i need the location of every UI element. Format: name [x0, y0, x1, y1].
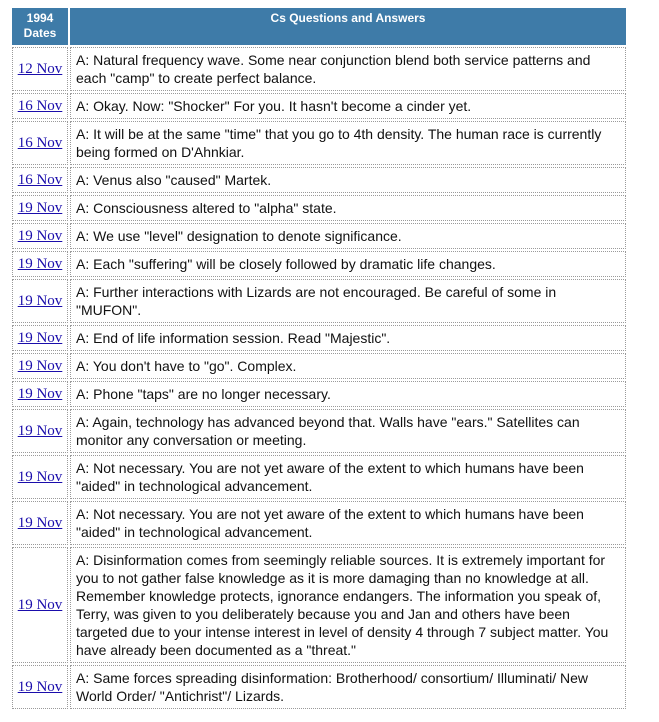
- answer-cell: A: Natural frequency wave. Some near conjunction blend both service patterns and each "camp" to create perfect balance.: [70, 47, 626, 91]
- date-link[interactable]: 19 Nov: [17, 292, 63, 309]
- date-link[interactable]: 19 Nov: [17, 468, 63, 485]
- qa-column-header: Cs Questions and Answers: [70, 8, 626, 45]
- answer-cell: A: Venus also "caused" Martek.: [70, 167, 626, 193]
- date-link[interactable]: 19 Nov: [17, 255, 63, 272]
- date-link[interactable]: 19 Nov: [17, 357, 63, 374]
- date-link[interactable]: 16 Nov: [17, 171, 63, 188]
- table-row: [12, 325, 626, 351]
- table-row: [12, 167, 626, 193]
- dates-header-label: Dates: [23, 26, 57, 40]
- qa-table-container: [10, 6, 628, 711]
- answer-cell: A: It will be at the same "time" that you go to 4th density. The human race is currently being formed on D'Ahnkiar.: [70, 121, 626, 165]
- date-link[interactable]: 19 Nov: [17, 596, 63, 613]
- date-cell: [12, 167, 68, 193]
- answer-cell: A: Phone "taps" are no longer necessary.: [70, 381, 626, 407]
- date-cell: [12, 93, 68, 119]
- table-row: [12, 223, 626, 249]
- answer-cell: A: Disinformation comes from seemingly reliable sources. It is extremely important for you to not gather false knowledge as it is more damaging than no knowledge at all. Remember knowledge protects, ignorance endangers. The information you speak of, Terry, was given to you deliberately because you and Jan and others have been targeted due to your intense interest in level of density 4 through 7 subject matter. You have already been documented as a "threat.": [70, 547, 626, 663]
- date-cell: [12, 121, 68, 165]
- date-link[interactable]: 16 Nov: [17, 97, 63, 114]
- answer-cell: A: We use "level" designation to denote significance.: [70, 223, 626, 249]
- date-cell: [12, 455, 68, 499]
- answer-cell: A: Not necessary. You are not yet aware of the extent to which humans have been "aided" in technological advancement.: [70, 455, 626, 499]
- table-row: [12, 121, 626, 165]
- date-cell: [12, 47, 68, 91]
- table-row: [12, 251, 626, 277]
- table-row: [12, 665, 626, 709]
- table-row: [12, 195, 626, 221]
- date-link[interactable]: 16 Nov: [17, 134, 63, 151]
- table-row: [12, 381, 626, 407]
- date-link[interactable]: 19 Nov: [17, 227, 63, 244]
- answer-cell: A: Okay. Now: "Shocker" For you. It hasn't become a cinder yet.: [70, 93, 626, 119]
- answer-cell: A: Same forces spreading disinformation: Brotherhood/ consortium/ Illuminati/ New World Order/ "Antichrist"/ Lizards.: [70, 665, 626, 709]
- date-link[interactable]: 19 Nov: [17, 199, 63, 216]
- answer-cell: A: Not necessary. You are not yet aware of the extent to which humans have been "aided" in technological advancement.: [70, 501, 626, 545]
- answer-cell: A: Again, technology has advanced beyond that. Walls have "ears." Satellites can monitor any conversation or meeting.: [70, 409, 626, 453]
- date-cell: [12, 381, 68, 407]
- dates-column-header: [12, 8, 68, 45]
- date-link[interactable]: 19 Nov: [17, 422, 63, 439]
- date-cell: [12, 547, 68, 663]
- qa-table: [10, 6, 628, 711]
- answer-cell: A: Consciousness altered to "alpha" state.: [70, 195, 626, 221]
- answer-cell: A: Each "suffering" will be closely followed by dramatic life changes.: [70, 251, 626, 277]
- table-row: [12, 501, 626, 545]
- dates-header-year: 1994: [26, 11, 54, 25]
- date-cell: [12, 353, 68, 379]
- table-row: [12, 455, 626, 499]
- date-cell: [12, 501, 68, 545]
- table-header-row: [12, 8, 626, 45]
- date-cell: [12, 195, 68, 221]
- table-row: [12, 547, 626, 663]
- date-cell: [12, 251, 68, 277]
- date-cell: [12, 409, 68, 453]
- table-row: [12, 409, 626, 453]
- date-cell: [12, 665, 68, 709]
- answer-cell: A: End of life information session. Read "Majestic".: [70, 325, 626, 351]
- table-row: [12, 47, 626, 91]
- table-row: [12, 353, 626, 379]
- date-cell: [12, 279, 68, 323]
- answer-cell: A: You don't have to "go". Complex.: [70, 353, 626, 379]
- date-link[interactable]: 19 Nov: [17, 514, 63, 531]
- date-link[interactable]: 19 Nov: [17, 329, 63, 346]
- answer-cell: A: Further interactions with Lizards are not encouraged. Be careful of some in "MUFON".: [70, 279, 626, 323]
- date-link[interactable]: 19 Nov: [17, 678, 63, 695]
- date-link[interactable]: 12 Nov: [17, 60, 63, 77]
- table-body: [12, 47, 626, 709]
- date-cell: [12, 325, 68, 351]
- date-link[interactable]: 19 Nov: [17, 385, 63, 402]
- table-row: [12, 279, 626, 323]
- date-cell: [12, 223, 68, 249]
- table-row: [12, 93, 626, 119]
